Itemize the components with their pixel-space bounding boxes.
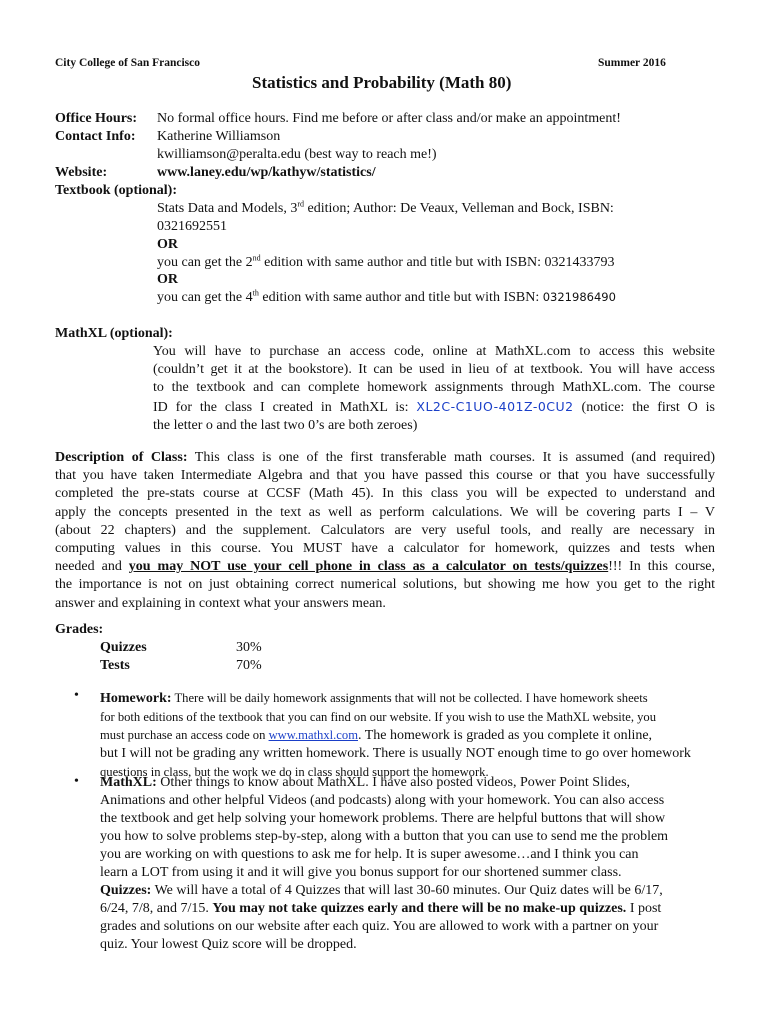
grade-row-quizzes-name: Quizzes [100,640,147,655]
textbook-option-2: you can get the 2nd edition with same author and title but with ISBN: 0321433793 [157,253,615,270]
school-name: City College of San Francisco [55,57,201,69]
mathxl-label: MathXL (optional): [55,326,173,341]
textbook-label: Textbook (optional): [55,183,178,198]
grades-label: Grades: [55,622,104,637]
grade-row-tests-name: Tests [100,658,130,673]
textbook-option-1: Stats Data and Models, 3rd edition; Author: De Veaux, Velleman and Bock, ISBN: [157,199,614,216]
homework-paragraph: Homework: There will be daily homework assignments that will not be collected. I have homework sheets for both editions of the textbook that you can find on our website. If you wish to use the MathXL website, you must purchase an access code on www.mathxl.com. The homework is graded as you complete it online, but I will not be grading any written homework. There is usually NOT enough time to go over homework questions in class, but the work we do in class should support the homework. [100,691,691,779]
textbook-isbn-1: 0321692551 [157,219,227,234]
course-id-code: XL2C-C1UO-401Z-0CU2 [416,398,574,414]
mathxl-bullet-label: MathXL: [100,775,157,790]
contact-name: Katherine Williamson [157,129,281,144]
mathxl-link[interactable]: www.mathxl.com [268,728,358,742]
description-label: Description of Class: [55,450,188,465]
or-label-2: OR [157,272,178,287]
website-value[interactable]: www.laney.edu/wp/kathyw/statistics/ [157,165,376,180]
quizzes-label: Quizzes: [100,883,152,898]
mathxl-paragraph: MathXL: Other things to know about MathXL. I have also posted videos, Power Point Slides, Animations and other helpful Videos (and podcasts) along with your homework. You can also access the textbook and get help solving your homework problems. There are helpful buttons that will show you how to solve problems step-by-step, along with a button that you can use to send me the problem you are working on with questions to ask me for help. It is super awesome…and I think you can learn a LOT from using it and it will give you bonus support for our shortened summer class. Quizzes: We will have a total of 4 Quizzes that will last 30-60 minutes. Our Quiz dates will be 6/17, 6/24, 7/8, and 7/15. You may not take quizzes early and there will be no make-up quizzes. I post grades and solutions on our website after each quiz. You are allowed to work with a partner on your quiz. Your lowest Quiz score will be dropped. [100,775,669,952]
cell-phone-warning: you may NOT use your cell phone in class as a calculator on tests/quizzes [128,559,609,575]
office-hours-value: No formal office hours. Find me before or after class and/or make an appointment! [157,111,621,126]
grade-row-quizzes-pct: 30% [236,640,262,655]
grade-row-tests-pct: 70% [236,658,262,673]
contact-email: kwilliamson@peralta.edu (best way to reach me!) [157,147,437,162]
no-makeup-warning: You may not take quizzes early and there will be no make-up quizzes. [212,901,627,916]
page-title: Statistics and Probability (Math 80) [252,73,512,92]
office-hours-label: Office Hours: [55,111,138,126]
class-description: Description of Class: This class is one of the first transferable math courses. It is assumed (and required) that you have taken Intermediate Algebra and that you have passed this course or that you have successfully completed the pre-stats course at CCSF (Math 45). In this class you will be expected to understand and apply the concepts presented in the text as well as perform calculations. We will be covering parts I – V (about 22 chapters) and the supplement. Calculators are very useful tools, and really are necessary in computing values in this course. You MUST have a calculator for homework, quizzes and tests when needed and you may NOT use your cell phone in class as a calculator on tests/quizzes!!! In this course, the importance is not on just obtaining correct numerical solutions, but showing me how you get to the right answer and explaining in context what your answers mean. [55,450,715,611]
textbook-option-3: you can get the 4th edition with same author and title but with ISBN: 0321986490 [157,288,616,305]
or-label-1: OR [157,237,178,252]
mathxl-description: You will have to purchase an access code, online at MathXL.com to access this website (couldn’t get it at the bookstore). It can be used in lieu of at textbook. You will have access to the textbook and can complete homework assignments through MathXL.com. The course ID for the class I created in MathXL is: XL2C-C1UO-401Z-0CU2 (notice: the first O is the letter o and the last two 0’s are both zeroes) [153,344,715,433]
homework-label: Homework: [100,691,172,706]
bullet-homework: • [74,688,79,703]
website-label: Website: [55,165,108,180]
term: Summer 2016 [598,57,666,69]
contact-label: Contact Info: [55,129,136,144]
bullet-mathxl: • [74,774,79,789]
